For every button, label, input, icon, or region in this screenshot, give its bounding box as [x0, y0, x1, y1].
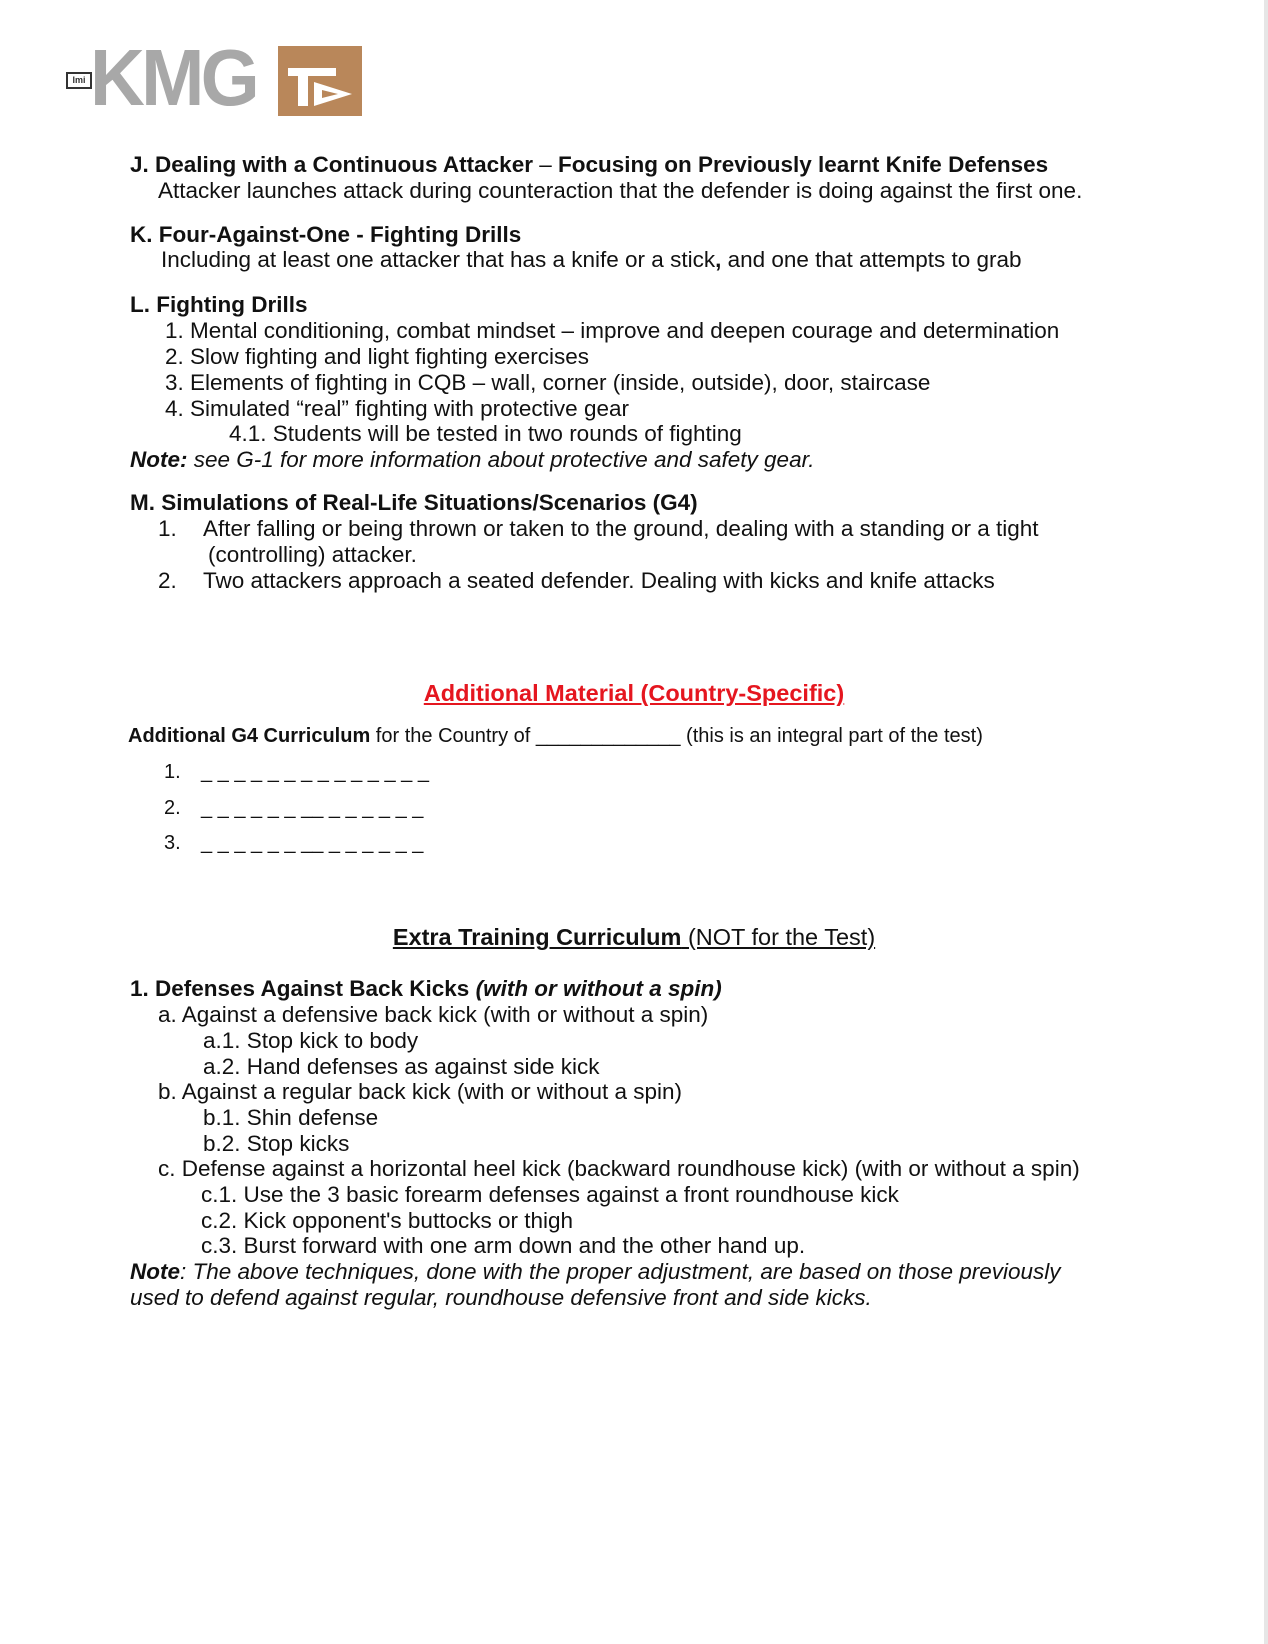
section-l-title: L. Fighting Drills: [130, 292, 308, 317]
extra-line: c.1. Use the 3 basic forearm defenses against a front roundhouse kick: [201, 1182, 899, 1207]
section-m-item-line: Two attackers approach a seated defender. Dealing with kicks and knife attacks: [203, 568, 995, 593]
additional-intro-text: for the Country of _____________ (this is an integral part of the test): [370, 725, 983, 747]
note-label: Note:: [130, 447, 188, 472]
extra-note-line2: used to defend against regular, roundhouse defensive front and side kicks.: [130, 1285, 872, 1310]
extra-line: a. Against a defensive back kick (with or without a spin): [158, 1002, 709, 1027]
section-m-item-line: (controlling) attacker.: [208, 542, 417, 567]
blank-item-number: 2.: [164, 797, 181, 819]
section-j-title: [130, 152, 1048, 178]
blank-item-line: _ _ _ _ _ _ __ _ _ _ _ _ _: [201, 832, 424, 854]
blank-item-line: _ _ _ _ _ _ __ _ _ _ _ _ _: [201, 797, 424, 819]
section-k-comma: ,: [715, 247, 722, 272]
extra-line: a.1. Stop kick to body: [203, 1028, 419, 1053]
section-l-item: 2. Slow fighting and light fighting exercises: [165, 344, 589, 369]
extra-item-title-text: 1. Defenses Against Back Kicks: [130, 976, 476, 1001]
extra-heading-rest: (NOT for the Test): [681, 924, 876, 950]
extra-line: b.2. Stop kicks: [203, 1131, 350, 1156]
section-k-description: [161, 247, 1022, 273]
imi-badge: Imi: [66, 72, 92, 89]
section-l-item: 4. Simulated “real” fighting with protective gear: [165, 396, 629, 421]
section-j-dash: –: [532, 152, 558, 177]
additional-material-heading: Additional Material (Country-Specific): [423, 680, 845, 706]
section-m-item-line: After falling or being thrown or taken to the ground, dealing with a standing or a tight: [203, 516, 1039, 541]
section-m-item-number: 2.: [158, 568, 177, 593]
extra-item-title: [130, 976, 722, 1002]
section-k-desc-part1: Including at least one attacker that has a knife or a stick: [161, 247, 716, 272]
blank-item-number: 1.: [164, 761, 181, 783]
blank-item-line: _ _ _ _ _ _ _ _ _ _ _ _ _ _: [201, 761, 429, 783]
section-k-desc-part2: and one that attempts to grab: [721, 247, 1022, 272]
logo-text: KMG: [90, 33, 256, 122]
extra-line: b. Against a regular back kick (with or without a spin): [158, 1079, 682, 1104]
blank-item-number: 3.: [164, 832, 181, 854]
extra-training-heading: [0, 924, 1268, 950]
kmg-emblem-icon: [278, 46, 362, 116]
extra-note-line1: : The above techniques, done with the proper adjustment, are based on those previously: [180, 1259, 1061, 1284]
extra-line: c.3. Burst forward with one arm down and the other hand up.: [201, 1233, 806, 1258]
section-j-description: Attacker launches attack during counteraction that the defender is doing against the first one.: [158, 178, 1083, 203]
section-j-title-part2: Focusing on Previously learnt Knife Defenses: [558, 152, 1049, 177]
kmg-logo: [66, 33, 296, 122]
section-m-title: M. Simulations of Real-Life Situations/Scenarios (G4): [130, 490, 698, 515]
extra-line: b.1. Shin defense: [203, 1105, 379, 1130]
section-l-item: 1. Mental conditioning, combat mindset – improve and deepen courage and determination: [165, 318, 1060, 343]
extra-line: c.2. Kick opponent's buttocks or thigh: [201, 1208, 574, 1233]
section-j-title-part1: J. Dealing with a Continuous Attacker: [130, 152, 533, 177]
note-text: see G-1 for more information about protective and safety gear.: [187, 447, 815, 472]
section-l-subitem: 4.1. Students will be tested in two rounds of fighting: [229, 421, 742, 446]
additional-intro-bold: Additional G4 Curriculum: [128, 725, 371, 747]
section-l-note: [130, 447, 815, 473]
extra-line: a.2. Hand defenses as against side kick: [203, 1054, 600, 1079]
additional-curriculum-intro: [128, 723, 983, 749]
extra-note: [130, 1259, 1061, 1285]
extra-line: c. Defense against a horizontal heel kick (backward roundhouse kick) (with or without a spin): [158, 1156, 1080, 1181]
section-l-item: 3. Elements of fighting in CQB – wall, corner (inside, outside), door, staircase: [165, 370, 931, 395]
section-k-title: K. Four-Against-One - Fighting Drills: [130, 222, 522, 247]
page-edge: [1264, 0, 1268, 1644]
extra-item-title-italic: (with or without a spin): [475, 976, 722, 1001]
extra-note-label: Note: [130, 1259, 180, 1284]
section-m-item-number: 1.: [158, 516, 177, 541]
extra-heading-bold: Extra Training Curriculum: [392, 924, 682, 950]
